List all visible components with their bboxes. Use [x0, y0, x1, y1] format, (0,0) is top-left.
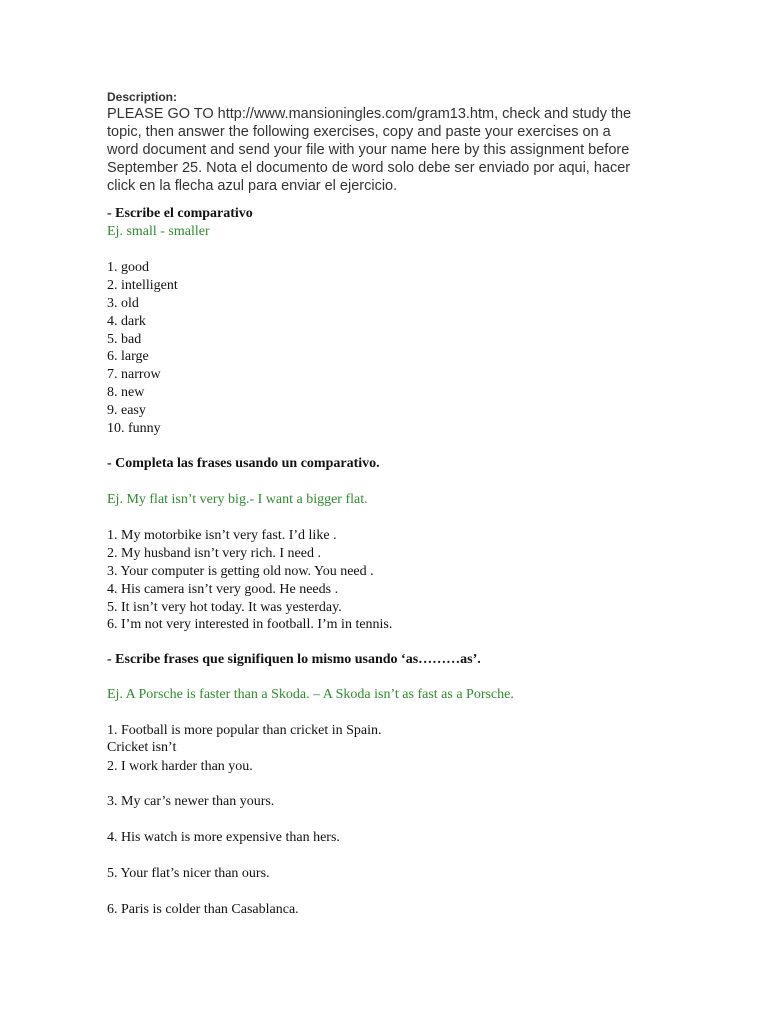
section3-item-5: 5. Your flat’s nicer than ours.	[107, 866, 270, 881]
section1-example: Ej. small - smaller	[107, 224, 210, 239]
section3-example: Ej. A Porsche is faster than a Skoda. – A Skoda isn’t as fast as a Porsche.	[107, 687, 514, 702]
description-label: Description:	[107, 90, 178, 104]
list-item: 3. old	[107, 295, 139, 311]
section1-list	[107, 259, 178, 438]
section2-heading: - Completa las frases usando un comparativo.	[107, 456, 380, 471]
list-item: 7. narrow	[107, 367, 161, 383]
list-item: 4. His camera isn’t very good. He needs .	[107, 581, 339, 597]
list-item: 1. good	[107, 260, 149, 275]
section3-item-2: 2. I work harder than you.	[107, 759, 253, 774]
list-item: 3. Your computer is getting old now. You need .	[107, 563, 374, 579]
section3-item-3: 3. My car’s newer than yours.	[107, 794, 275, 809]
list-item: 5. It isn’t very hot today. It was yesterday.	[107, 599, 342, 615]
section3-item-1-answer: Cricket isn’t	[107, 740, 177, 755]
assignment-description	[107, 90, 687, 195]
list-item: 10. funny	[107, 421, 161, 437]
list-item: 2. intelligent	[107, 277, 178, 293]
section3-item-1: 1. Football is more popular than cricket in Spain.	[107, 723, 382, 738]
list-item: 8. new	[107, 385, 145, 401]
list-item: 5. bad	[107, 331, 142, 347]
list-item: 4. dark	[107, 313, 146, 329]
list-item: 2. My husband isn’t very rich. I need .	[107, 545, 321, 561]
section1-heading: - Escribe el comparativo	[107, 206, 253, 221]
list-item: 1. My motorbike isn’t very fast. I’d like .	[107, 528, 337, 543]
section2-list	[107, 527, 392, 634]
section3-item-4: 4. His watch is more expensive than hers.	[107, 830, 340, 845]
list-item: 6. large	[107, 349, 149, 365]
section3-heading: - Escribe frases que signifiquen lo mismo usando ‘as………as’.	[107, 652, 481, 667]
section2-example: Ej. My flat isn’t very big.- I want a bigger flat.	[107, 492, 368, 507]
section3-item-6: 6. Paris is colder than Casablanca.	[107, 902, 299, 917]
description-body: PLEASE GO TO http://www.mansioningles.com/gram13.htm, check and study the topic, then answer the following exercises, copy and paste your exercises on a word document and send your file with your name here by this assignment before September 25. Nota el documento de word solo debe ser enviado por aqui, hacer click en la flecha azul para enviar el ejercicio.	[107, 106, 632, 194]
list-item: 6. I’m not very interested in football. I’m in tennis.	[107, 617, 393, 633]
list-item: 9. easy	[107, 403, 146, 419]
